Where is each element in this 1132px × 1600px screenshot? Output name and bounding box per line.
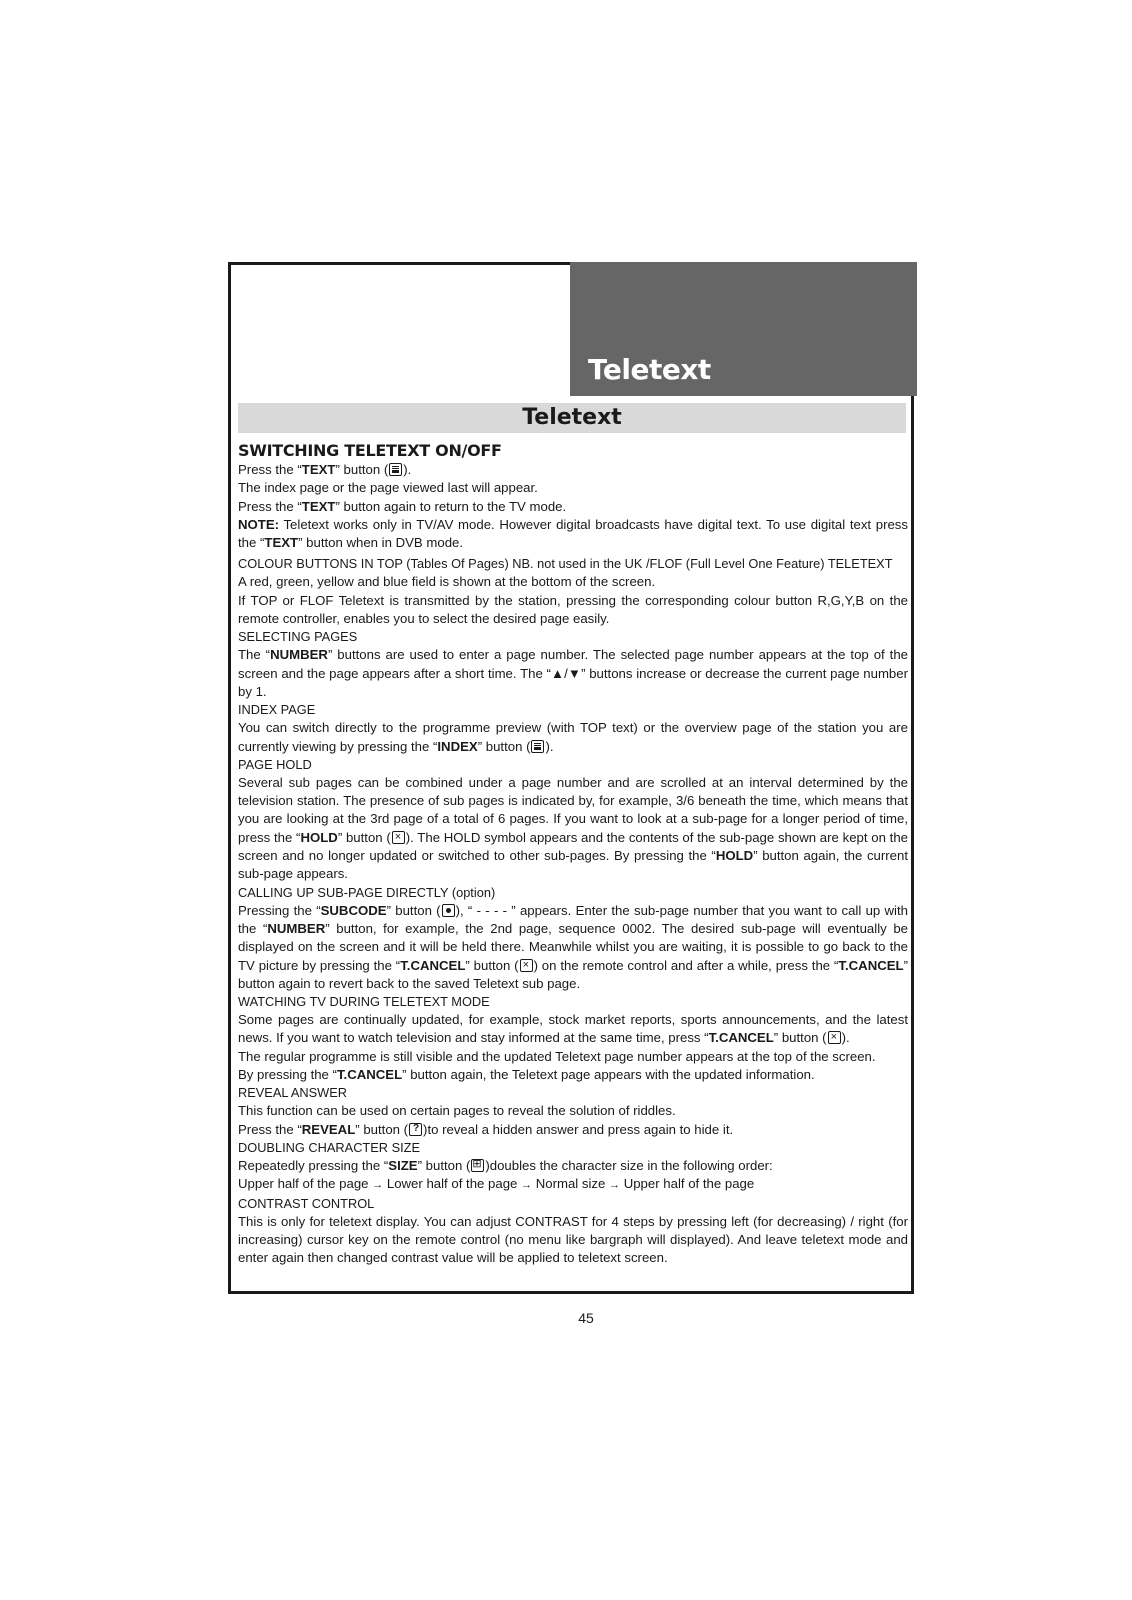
hold-button-icon xyxy=(392,831,405,844)
subsection-heading: COLOUR BUTTONS IN TOP (Tables Of Pages) NB. not used in the UK /FLOF (Full Level One Feature) TELETEXT xyxy=(238,556,893,572)
text-paragraph: Repeatedly pressing the “SIZE” button (⊞ )doubles the character size in the following order: xyxy=(238,1157,908,1175)
section-heading: SWITCHING TELETEXT ON/OFF xyxy=(238,441,502,460)
cancel-button-icon xyxy=(520,959,533,972)
subsection-heading: DOUBLING CHARACTER SIZE xyxy=(238,1139,421,1155)
reveal-button-icon xyxy=(409,1123,422,1136)
text-paragraph: The index page or the page viewed last will appear. xyxy=(238,480,538,496)
subsection-heading: CALLING UP SUB-PAGE DIRECTLY (option) xyxy=(238,884,496,900)
text-paragraph: The “NUMBER” buttons are used to enter a page number. The selected page number appears at the top of the screen and the page appears after a short time. The “▲/▼” buttons increase or decrease the current page number by 1. xyxy=(238,647,908,699)
subsection-heading: REVEAL ANSWER xyxy=(238,1085,348,1101)
text-paragraph: If TOP or FLOF Teletext is transmitted by the station, pressing the corresponding colour button R,G,Y,B on the remote controller, enables you to select the desired page easily. xyxy=(238,592,908,627)
index-button-icon xyxy=(531,740,544,753)
subsection-heading: INDEX PAGE xyxy=(238,702,316,718)
text-button-icon xyxy=(389,463,402,476)
cancel-button-icon xyxy=(828,1031,841,1044)
subcode-button-icon xyxy=(442,904,455,917)
page-number: 45 xyxy=(578,1310,594,1326)
subsection-heading: PAGE HOLD xyxy=(238,756,312,772)
subsection-heading: CONTRAST CONTROL xyxy=(238,1195,375,1211)
size-sequence: Upper half of the page → Lower half of the page → Normal size → Upper half of the page xyxy=(238,1176,755,1192)
subsection-heading: WATCHING TV DURING TELETEXT MODE xyxy=(238,994,490,1010)
text-paragraph: Press the “TEXT” button again to return to the TV mode. xyxy=(238,498,567,514)
note-label: NOTE: xyxy=(238,516,280,532)
content-body xyxy=(238,441,908,1267)
section-banner: Teletext xyxy=(238,403,906,433)
size-button-icon xyxy=(471,1159,484,1172)
arrow-right-icon: → xyxy=(609,1179,621,1192)
text-paragraph: A red, green, yellow and blue field is shown at the bottom of the screen. xyxy=(238,574,656,590)
text-paragraph: This function can be used on certain pages to reveal the solution of riddles. xyxy=(238,1103,676,1119)
text-paragraph: You can switch directly to the programme preview (with TOP text) or the overview page of the station you are currently viewing by pressing the “INDEX” button ( ). xyxy=(238,720,908,754)
text-paragraph: By pressing the “T.CANCEL” button again, the Teletext page appears with the updated information. xyxy=(238,1067,815,1083)
text-paragraph: Pressing the “SUBCODE” button ( ), “ - - - - ” appears. Enter the sub-page number that you want to call up with the “NUMBER” button, for example, the 2nd page, sequence 0002. The desired sub-page will eventually be displayed on the screen and it will be held there. Meanwhile whilst you are waiting, it is possible to go back to the TV picture by pressing the “T.CANCEL” button (× ) on the remote control and after a while, press the “T.CANCEL” button again to revert back to the saved Teletext sub page. xyxy=(238,902,908,993)
arrow-right-icon: → xyxy=(372,1179,384,1192)
text-paragraph: This is only for teletext display. You can adjust CONTRAST for 4 steps by pressing left (for decreasing) / right (for increasing) cursor key on the remote control (no menu like bargraph will displayed). And leave teletext mode and enter again then changed contrast value will be applied to teletext screen. xyxy=(238,1213,908,1266)
text-paragraph: Some pages are continually updated, for example, stock market reports, sports announcements, and the latest news. If you want to watch television and stay informed at the same time, press “T.CANCEL” button (× ). xyxy=(238,1011,908,1048)
text-paragraph: Press the “TEXT” button ( ). xyxy=(238,462,412,477)
arrow-right-icon: → xyxy=(521,1179,533,1192)
text-paragraph: The regular programme is still visible and the updated Teletext page number appears at the top of the screen. xyxy=(238,1048,876,1064)
chapter-title-box xyxy=(570,262,917,396)
note-paragraph: NOTE: Teletext works only in TV/AV mode. However digital broadcasts have digital text. To use digital text press the “TEXT” button when in DVB mode. xyxy=(238,516,908,551)
text-paragraph: Several sub pages can be combined under a page number and are scrolled at an interval determined by the television station. The presence of sub pages is indicated by, for example, 3/6 beneath the time, which means that you are looking at the 3rd page of a total of 6 pages. If you want to look at a sub-page for a longer period of time, press the “HOLD” button (× ). The HOLD symbol appears and the contents of the sub-page shown are kept on the screen and no longer updated or switched to other sub-pages. By pressing the “HOLD” button again, the current sub-page appears. xyxy=(238,774,908,884)
text-paragraph: Press the “REVEAL” button (? )to reveal a hidden answer and press again to hide it. xyxy=(238,1121,908,1139)
chapter-title: Teletext xyxy=(588,353,711,386)
subsection-heading: SELECTING PAGES xyxy=(238,629,358,645)
